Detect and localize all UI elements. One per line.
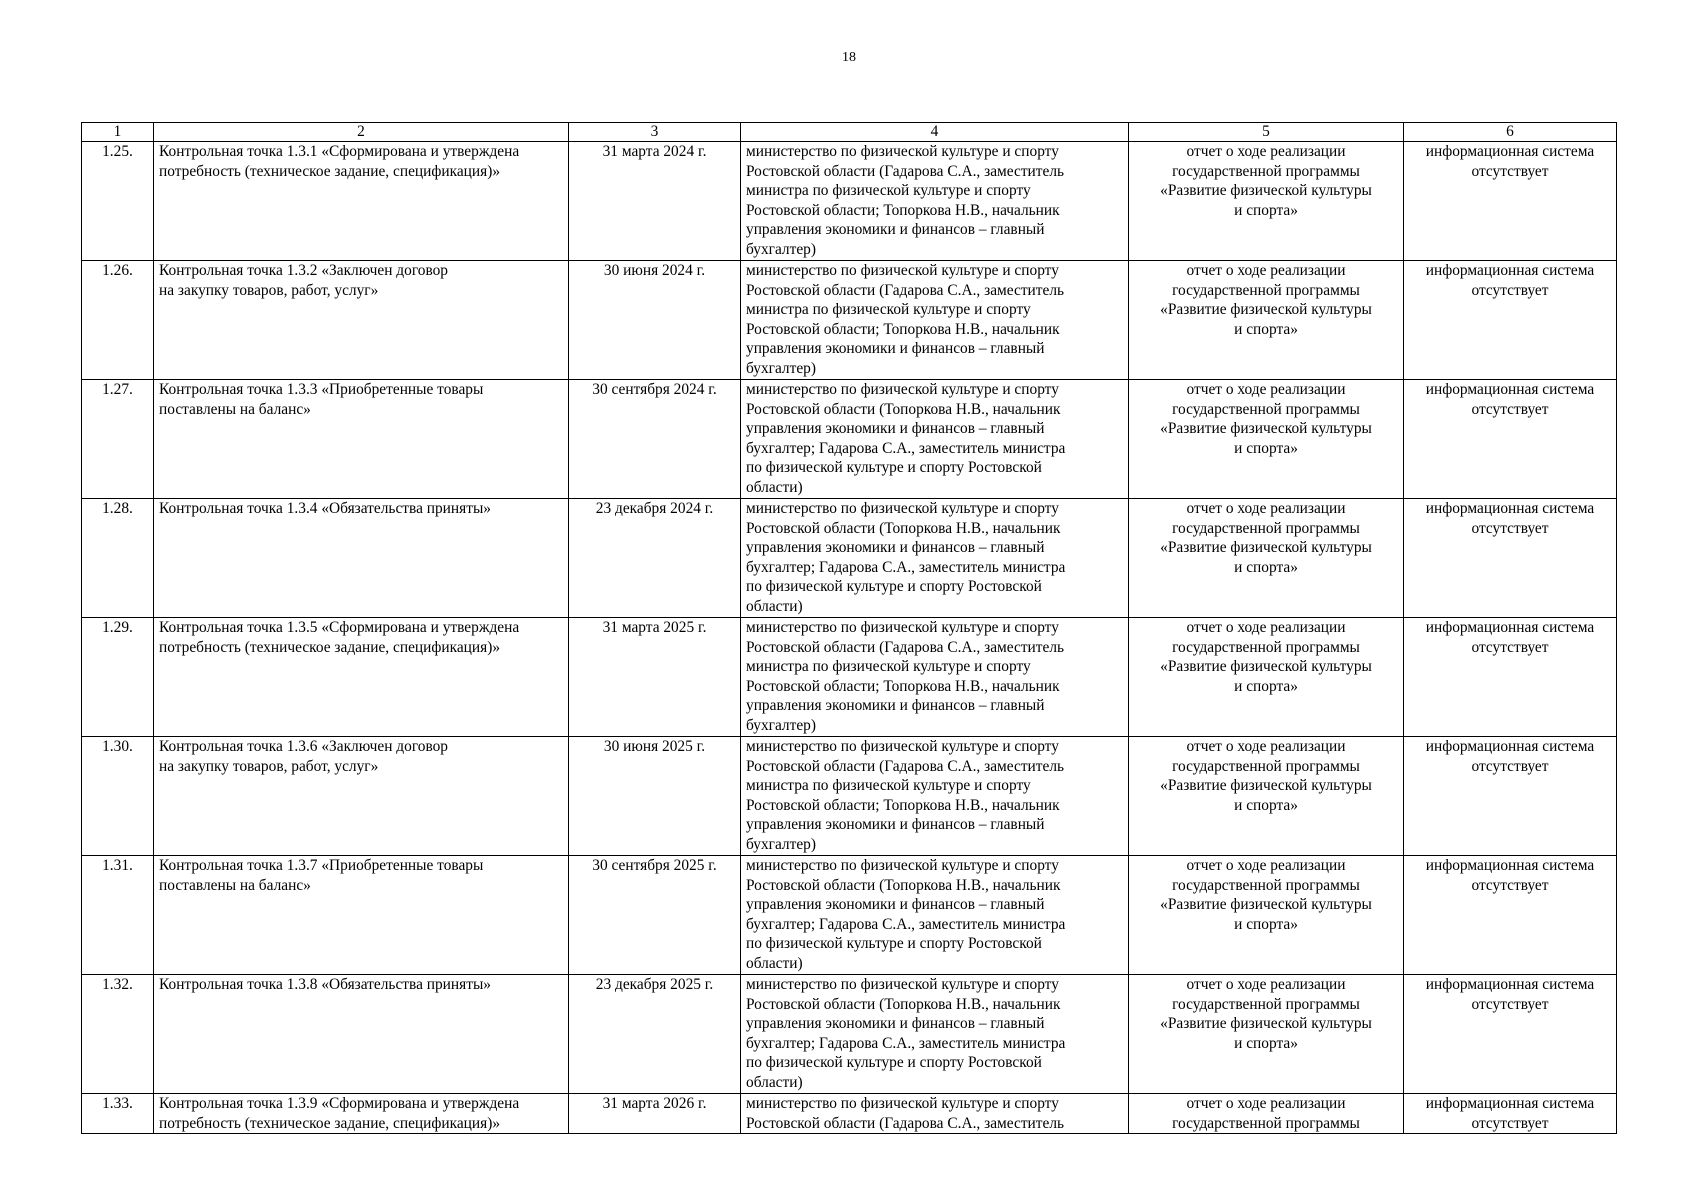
control-point-name [154,856,569,975]
responsible-party-line: бухгалтер; Гадарова С.А., заместитель министра [746,915,1066,933]
responsible-party-line: министерство по физической культуре и спорту [746,381,1059,398]
control-point-name [154,1094,569,1134]
responsible-party-line: области) [746,954,803,972]
confirming-document [1129,618,1404,737]
confirming-document-line: «Развитие физической культуры [1160,182,1372,200]
information-system-line: отсутствует [1471,876,1549,894]
information-system [1404,142,1617,261]
row-number: 1.31. [82,856,154,975]
column-header-3: 3 [569,123,741,142]
deadline-date: 30 сентября 2024 г. [569,380,741,499]
information-system-line: отсутствует [1471,638,1549,656]
confirming-document-line: отчет о ходе реализации [1186,1095,1346,1112]
control-point-name-line: потребность (техническое задание, спецификация)» [159,638,501,656]
responsible-party-line: министерство по физической культуре и спорту [746,857,1059,874]
row-number: 1.32. [82,975,154,1094]
row-number: 1.27. [82,380,154,499]
table-body [82,142,1617,1134]
responsible-party-line: области) [746,597,803,615]
deadline-date: 23 декабря 2024 г. [569,499,741,618]
table-row [82,499,1617,618]
responsible-party-line: управления экономики и финансов – главный [746,816,1045,834]
information-system-line: информационная система [1425,857,1595,874]
confirming-document-line: и спорта» [1234,439,1298,457]
row-number: 1.30. [82,737,154,856]
responsible-party-line: Ростовской области (Гадарова С.А., заместитель [746,1114,1065,1132]
row-number: 1.29. [82,618,154,737]
responsible-party-line: по физической культуре и спорту Ростовской [746,459,1042,477]
responsible-party-line: министерство по физической культуре и спорту [746,143,1059,160]
responsible-party-line: Ростовской области (Гадарова С.А., заместитель [746,757,1065,775]
responsible-party-line: министерство по физической культуре и спорту [746,262,1059,279]
confirming-document-line: государственной программы [1172,638,1360,656]
responsible-party-line: по физической культуре и спорту Ростовской [746,1054,1042,1072]
table-header-row [82,123,1617,142]
control-point-name-line: Контрольная точка 1.3.3 «Приобретенные товары [159,381,484,398]
control-point-name-line: потребность (техническое задание, спецификация)» [159,1114,501,1132]
responsible-party-line: области) [746,478,803,496]
information-system-line: информационная система [1425,143,1595,160]
responsible-party-line: бухгалтер; Гадарова С.А., заместитель министра [746,1034,1066,1052]
responsible-party-line: управления экономики и финансов – главный [746,221,1045,239]
control-point-name [154,737,569,856]
confirming-document-line: отчет о ходе реализации [1186,381,1346,398]
control-point-name-line: Контрольная точка 1.3.7 «Приобретенные товары [159,857,484,874]
confirming-document-line: государственной программы [1172,281,1360,299]
responsible-party-line: Ростовской области; Топоркова Н.В., начальник [746,201,1060,219]
responsible-party [741,975,1129,1094]
responsible-party-line: министерство по физической культуре и спорту [746,738,1059,755]
confirming-document [1129,975,1404,1094]
responsible-party-line: министерство по физической культуре и спорту [746,976,1059,993]
responsible-party-line: Ростовской области (Топоркова Н.В., начальник [746,995,1061,1013]
confirming-document [1129,142,1404,261]
control-point-name-line: поставлены на баланс» [159,876,311,894]
control-point-name [154,261,569,380]
information-system-line: отсутствует [1471,995,1549,1013]
information-system-line: информационная система [1425,738,1595,755]
confirming-document-line: «Развитие физической культуры [1160,301,1372,319]
table-row [82,261,1617,380]
responsible-party-line: области) [746,1073,803,1091]
responsible-party [741,499,1129,618]
responsible-party [741,856,1129,975]
control-point-name-line: потребность (техническое задание, спецификация)» [159,162,501,180]
row-number: 1.26. [82,261,154,380]
confirming-document [1129,380,1404,499]
column-header-5: 5 [1129,123,1404,142]
row-number: 1.25. [82,142,154,261]
confirming-document-line: государственной программы [1172,162,1360,180]
information-system [1404,1094,1617,1134]
confirming-document [1129,856,1404,975]
information-system-line: информационная система [1425,500,1595,517]
information-system-line: информационная система [1425,1095,1595,1112]
information-system-line: отсутствует [1471,519,1549,537]
confirming-document-line: «Развитие физической культуры [1160,539,1372,557]
responsible-party-line: управления экономики и финансов – главный [746,420,1045,438]
responsible-party-line: Ростовской области (Топоркова Н.В., начальник [746,876,1061,894]
page-number: 18 [842,50,856,65]
column-header-4: 4 [741,123,1129,142]
responsible-party-line: бухгалтер; Гадарова С.А., заместитель министра [746,439,1066,457]
deadline-date: 30 июня 2025 г. [569,737,741,856]
confirming-document-line: отчет о ходе реализации [1186,857,1346,874]
confirming-document [1129,737,1404,856]
responsible-party-line: управления экономики и финансов – главный [746,340,1045,358]
row-number: 1.33. [82,1094,154,1134]
responsible-party-line: по физической культуре и спорту Ростовской [746,935,1042,953]
responsible-party-line: бухгалтер) [746,716,816,734]
control-point-name [154,380,569,499]
confirming-document [1129,499,1404,618]
responsible-party-line: Ростовской области (Топоркова Н.В., начальник [746,400,1061,418]
control-points-table [81,122,1617,1134]
confirming-document-line: и спорта» [1234,796,1298,814]
responsible-party-line: министерство по физической культуре и спорту [746,500,1059,517]
information-system [1404,737,1617,856]
information-system [1404,856,1617,975]
deadline-date: 31 марта 2026 г. [569,1094,741,1134]
responsible-party [741,380,1129,499]
deadline-date: 30 сентября 2025 г. [569,856,741,975]
table-row [82,142,1617,261]
information-system-line: информационная система [1425,381,1595,398]
responsible-party-line: министра по физической культуре и спорту [746,658,1031,676]
responsible-party-line: Ростовской области (Гадарова С.А., заместитель [746,162,1065,180]
control-point-name-line: Контрольная точка 1.3.1 «Сформирована и утверждена [159,143,520,160]
confirming-document-line: и спорта» [1234,1034,1298,1052]
row-number: 1.28. [82,499,154,618]
confirming-document [1129,261,1404,380]
column-header-6: 6 [1404,123,1617,142]
information-system [1404,975,1617,1094]
deadline-date: 31 марта 2025 г. [569,618,741,737]
information-system-line: информационная система [1425,976,1595,993]
confirming-document-line: государственной программы [1172,876,1360,894]
confirming-document-line: «Развитие физической культуры [1160,658,1372,676]
deadline-date: 23 декабря 2025 г. [569,975,741,1094]
column-header-1: 1 [82,123,154,142]
information-system-line: отсутствует [1471,1114,1549,1132]
responsible-party [741,618,1129,737]
responsible-party-line: управления экономики и финансов – главный [746,539,1045,557]
table-row [82,737,1617,856]
confirming-document-line: и спорта» [1234,201,1298,219]
responsible-party-line: Ростовской области (Гадарова С.А., заместитель [746,638,1065,656]
responsible-party [741,261,1129,380]
confirming-document-line: отчет о ходе реализации [1186,619,1346,636]
responsible-party-line: Ростовской области; Топоркова Н.В., начальник [746,320,1060,338]
responsible-party-line: министра по физической культуре и спорту [746,777,1031,795]
responsible-party-line: бухгалтер; Гадарова С.А., заместитель министра [746,558,1066,576]
deadline-date: 31 марта 2024 г. [569,142,741,261]
control-point-name-line: на закупку товаров, работ, услуг» [159,281,379,299]
information-system-line: информационная система [1425,262,1595,279]
confirming-document-line: отчет о ходе реализации [1186,262,1346,279]
confirming-document-line: отчет о ходе реализации [1186,976,1346,993]
responsible-party-line: бухгалтер) [746,240,816,258]
responsible-party-line: бухгалтер) [746,835,816,853]
information-system-line: отсутствует [1471,757,1549,775]
responsible-party-line: управления экономики и финансов – главный [746,896,1045,914]
confirming-document-line: государственной программы [1172,400,1360,418]
responsible-party-line: управления экономики и финансов – главный [746,697,1045,715]
information-system-line: информационная система [1425,619,1595,636]
confirming-document-line: отчет о ходе реализации [1186,143,1346,160]
table-row [82,618,1617,737]
deadline-date: 30 июня 2024 г. [569,261,741,380]
control-point-name [154,142,569,261]
control-point-name-line: Контрольная точка 1.3.5 «Сформирована и утверждена [159,619,520,636]
confirming-document-line: и спорта» [1234,677,1298,695]
control-point-name-line: Контрольная точка 1.3.9 «Сформирована и утверждена [159,1095,520,1112]
table-row [82,856,1617,975]
table-row [82,380,1617,499]
responsible-party-line: министерство по физической культуре и спорту [746,1095,1059,1112]
confirming-document-line: и спорта» [1234,558,1298,576]
confirming-document-line: и спорта» [1234,320,1298,338]
information-system-line: отсутствует [1471,162,1549,180]
confirming-document-line: отчет о ходе реализации [1186,738,1346,755]
control-point-name [154,499,569,618]
responsible-party-line: бухгалтер) [746,359,816,377]
control-point-name-line: Контрольная точка 1.3.4 «Обязательства приняты» [159,500,491,517]
confirming-document-line: государственной программы [1172,757,1360,775]
confirming-document-line: и спорта» [1234,915,1298,933]
responsible-party-line: по физической культуре и спорту Ростовской [746,578,1042,596]
confirming-document-line: «Развитие физической культуры [1160,420,1372,438]
responsible-party-line: управления экономики и финансов – главный [746,1015,1045,1033]
control-point-name [154,975,569,1094]
information-system-line: отсутствует [1471,400,1549,418]
information-system [1404,261,1617,380]
responsible-party-line: министерство по физической культуре и спорту [746,619,1059,636]
confirming-document [1129,1094,1404,1134]
responsible-party-line: министра по физической культуре и спорту [746,182,1031,200]
confirming-document-line: «Развитие физической культуры [1160,896,1372,914]
confirming-document-line: отчет о ходе реализации [1186,500,1346,517]
information-system [1404,499,1617,618]
responsible-party-line: Ростовской области; Топоркова Н.В., начальник [746,796,1060,814]
responsible-party-line: Ростовской области (Гадарова С.А., заместитель [746,281,1065,299]
responsible-party-line: Ростовской области; Топоркова Н.В., начальник [746,677,1060,695]
control-point-name-line: Контрольная точка 1.3.8 «Обязательства приняты» [159,976,491,993]
confirming-document-line: государственной программы [1172,995,1360,1013]
responsible-party [741,1094,1129,1134]
responsible-party [741,142,1129,261]
confirming-document-line: государственной программы [1172,1114,1360,1132]
information-system [1404,618,1617,737]
responsible-party [741,737,1129,856]
confirming-document-line: государственной программы [1172,519,1360,537]
control-point-name-line: на закупку товаров, работ, услуг» [159,757,379,775]
table-row [82,1094,1617,1134]
information-system-line: отсутствует [1471,281,1549,299]
confirming-document-line: «Развитие физической культуры [1160,1015,1372,1033]
control-point-name-line: Контрольная точка 1.3.2 «Заключен договор [159,262,449,279]
responsible-party-line: Ростовской области (Топоркова Н.В., начальник [746,519,1061,537]
information-system [1404,380,1617,499]
table-row [82,975,1617,1094]
confirming-document-line: «Развитие физической культуры [1160,777,1372,795]
control-point-name-line: Контрольная точка 1.3.6 «Заключен договор [159,738,449,755]
control-point-name [154,618,569,737]
column-header-2: 2 [154,123,569,142]
responsible-party-line: министра по физической культуре и спорту [746,301,1031,319]
control-point-name-line: поставлены на баланс» [159,400,311,418]
